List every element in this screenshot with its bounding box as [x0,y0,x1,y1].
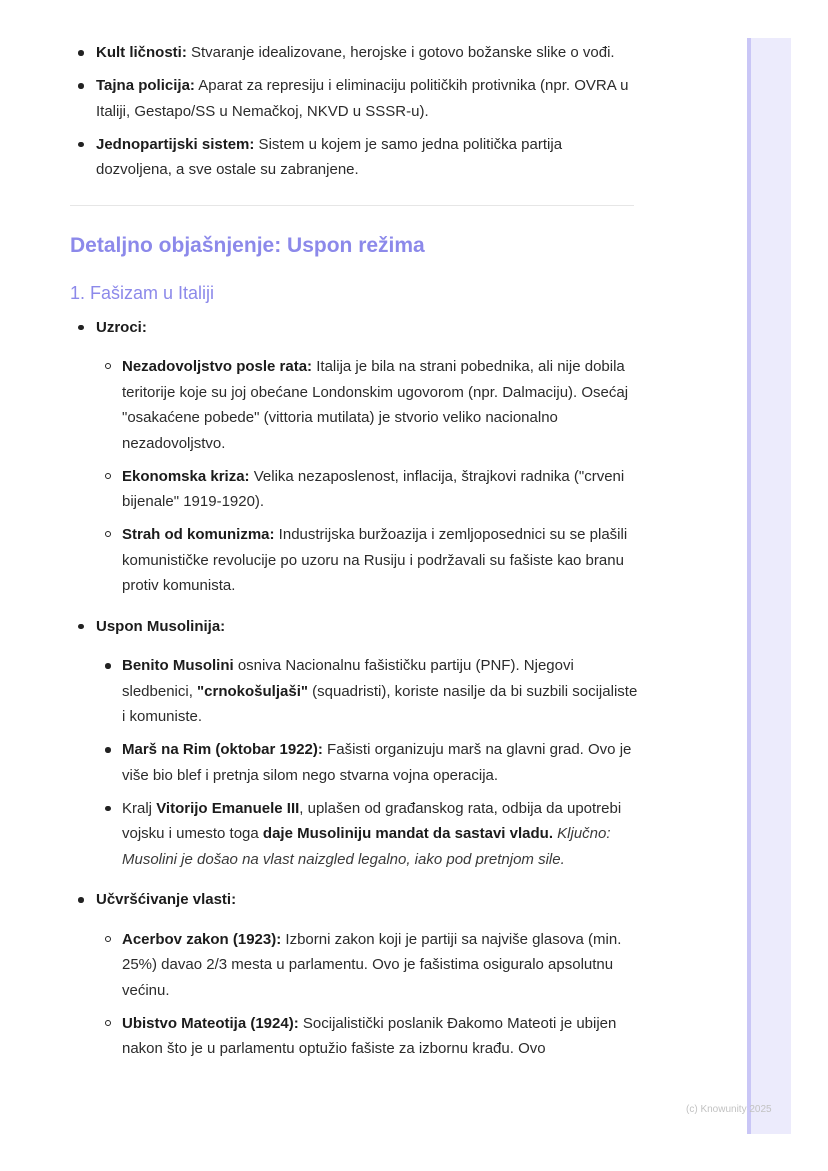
list-item: Kult ličnosti: Stvaranje idealizovane, herojske i gotovo božanske slike o vođi. [70,40,640,66]
main-list [70,315,640,1062]
causes-item [70,315,640,599]
rise-sublist [96,653,640,872]
list-item: Strah od komunizma: Industrijska buržoazija i zemljoposednici su se plašili komunističke revolucije po uzoru na Rusiju i podržavali su fašiste kao branu protiv komunista. [96,522,640,599]
section-heading: Detaljno objašnjenje: Uspon režima [70,233,425,257]
causes-label: Uzroci: [96,318,147,336]
consolidation-item [70,887,640,1062]
list-item: Ekonomska kriza: Velika nezaposlenost, inflacija, štrajkovi radnika ("crveni bijenale" 1919-1920). [96,464,640,515]
consolidation-label: Učvršćivanje vlasti: [96,891,237,908]
list-item: Nezadovoljstvo posle rata: Italija je bila na strani pobednika, ali nije dobila teritorije koje su joj obećane Londonskim ugovorom (npr. Dalmaciju). Osećaj "osakaćene pobede" (vittoria mutilata) je stvorio veliko nacionalno nezadovoljstvo. [96,354,640,456]
consolidation-sublist [96,927,640,1062]
intro-list [70,40,640,183]
copyright-watermark: (c) Knowunity 2025 [686,1104,772,1115]
subsection-heading: 1. Fašizam u Italiji [70,282,215,303]
list-item: Tajna policija: Aparat za represiju i eliminaciju političkih protivnika (npr. OVRA u Italiji, Gestapo/SS u Nemačkoj, NKVD u SSSR-u). [70,73,640,124]
list-item: Jednopartijski sistem: Sistem u kojem je samo jedna politička partija dozvoljena, a sve ostale su zabranjene. [70,132,640,183]
causes-sublist [96,354,640,599]
rise-label: Uspon Musolinija: [96,617,226,635]
list-item: Marš na Rim (oktobar 1922): Fašisti organizuju marš na glavni grad. Ovo je više bio blef i pretnja silom nego stvarna vojna operacija. [96,737,640,788]
section-divider [70,205,634,206]
document-content [70,40,640,1077]
list-item: Kralj Vitorijo Emanuele III, uplašen od građanskog rata, odbija da upotrebi vojsku i umesto toga daje Musoliniju mandat da sastavi vladu. Ključno: Musolini je došao na vlast naizgled legalno, iako pod pretnjom sile. [96,796,640,873]
list-item: Acerbov zakon (1923): Izborni zakon koji je partiji sa najviše glasova (min. 25%) davao 2/3 mesta u parlamentu. Ovo je fašistima osiguralo apsolutnu većinu. [96,927,640,1004]
rise-item [70,614,640,873]
page-sidebar [747,38,791,1134]
list-item: Ubistvo Mateotija (1924): Socijalistički poslanik Đakomo Mateoti je ubijen nakon što je u parlamentu optužio fašiste za izbornu krađu. Ovo [96,1011,640,1062]
list-item: Benito Musolini osniva Nacionalnu fašističku partiju (PNF). Njegovi sledbenici, "crnokošuljaši" (squadristi), koriste nasilje da bi suzbili socijaliste i komuniste. [96,653,640,730]
